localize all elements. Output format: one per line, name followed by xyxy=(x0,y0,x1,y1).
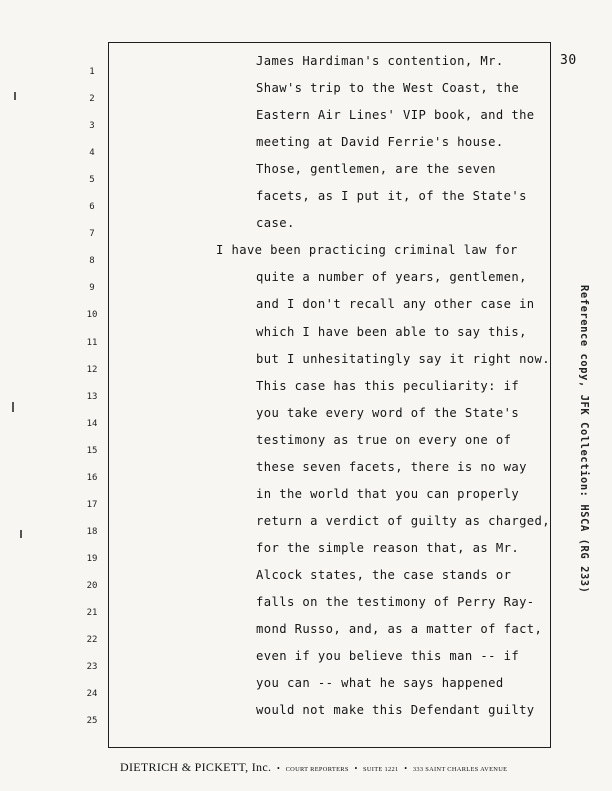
transcript-line: facets, as I put it, of the State's xyxy=(256,189,527,204)
footer-separator: • xyxy=(404,764,408,773)
transcript-line: in the world that you can properly xyxy=(256,486,520,501)
transcript-line: even if you believe this man -- if xyxy=(256,649,520,664)
transcript-line: Alcock states, the case stands or xyxy=(256,567,512,582)
line-number: 17 xyxy=(86,499,98,510)
transcript-line: and I don't recall any other case in xyxy=(256,297,535,312)
line-number: 23 xyxy=(86,662,98,673)
transcript-line: I have been practicing criminal law for xyxy=(216,243,518,258)
transcript-line: This case has this peculiarity: if xyxy=(256,378,520,393)
line-number: 24 xyxy=(86,689,98,700)
line-number: 8 xyxy=(89,256,95,267)
line-number: 20 xyxy=(86,580,98,591)
transcript-line: which I have been able to say this, xyxy=(256,324,527,339)
line-number: 15 xyxy=(86,445,98,456)
line-number: 1 xyxy=(89,67,95,77)
line-number: 7 xyxy=(89,229,95,240)
line-number: 9 xyxy=(89,283,95,294)
line-number: 13 xyxy=(86,391,98,402)
line-number: 21 xyxy=(86,608,98,618)
footer-separator: • xyxy=(277,764,280,773)
page-number: 30 xyxy=(560,53,577,68)
line-number: 25 xyxy=(86,716,98,727)
footer-separator: • xyxy=(354,764,358,773)
transcript-line: you can -- what he says happened xyxy=(256,676,504,691)
line-number-column xyxy=(0,0,108,791)
reference-stamp: Reference copy, JFK Collection: HSCA (RG 233) xyxy=(578,285,590,594)
transcript-line: return a verdict of guilty as charged, xyxy=(256,513,551,528)
transcript-line: for the simple reason that, as Mr. xyxy=(256,540,520,555)
transcript-line: Shaw's trip to the West Coast, the xyxy=(256,81,520,96)
line-number: 18 xyxy=(86,526,98,537)
transcript-line: would not make this Defendant guilty xyxy=(256,703,535,718)
line-number: 6 xyxy=(89,202,95,213)
transcript-line: case. xyxy=(256,216,295,231)
transcript-line: Eastern Air Lines' VIP book, and the xyxy=(256,108,535,123)
transcript-line: James Hardiman's contention, Mr. xyxy=(256,54,504,68)
street-address: 333 SAINT CHARLES AVENUE xyxy=(412,766,508,773)
reporter-footer xyxy=(120,760,560,775)
line-number: 5 xyxy=(89,175,95,186)
line-number: 19 xyxy=(86,553,98,564)
transcript-line: mond Russo, and, as a matter of fact, xyxy=(256,622,543,637)
transcript-line: meeting at David Ferrie's house. xyxy=(256,135,504,150)
reporter-role: COURT REPORTERS xyxy=(285,766,349,773)
transcript-line: testimony as true on every one of xyxy=(256,432,512,447)
line-number: 4 xyxy=(89,148,95,159)
line-number: 11 xyxy=(86,337,98,348)
transcript-line: but I unhesitatingly say it right now. xyxy=(256,351,551,366)
transcript-line: falls on the testimony of Perry Ray- xyxy=(256,595,535,609)
line-number: 16 xyxy=(86,472,98,483)
transcript-line: Those, gentlemen, are the seven xyxy=(256,162,496,177)
firm-name: DIETRICH & PICKETT, Inc. xyxy=(120,760,272,774)
line-number: 2 xyxy=(89,94,95,105)
line-number: 22 xyxy=(86,635,98,646)
line-number: 3 xyxy=(89,121,95,132)
transcript-line: quite a number of years, gentlemen, xyxy=(256,270,527,285)
line-number: 14 xyxy=(86,418,98,429)
suite-number: SUITE 1221 xyxy=(363,766,399,773)
transcript-line: you take every word of the State's xyxy=(256,405,520,420)
line-number: 10 xyxy=(86,310,98,321)
line-number: 12 xyxy=(86,364,98,375)
transcript-line: these seven facets, there is no way xyxy=(256,459,527,474)
